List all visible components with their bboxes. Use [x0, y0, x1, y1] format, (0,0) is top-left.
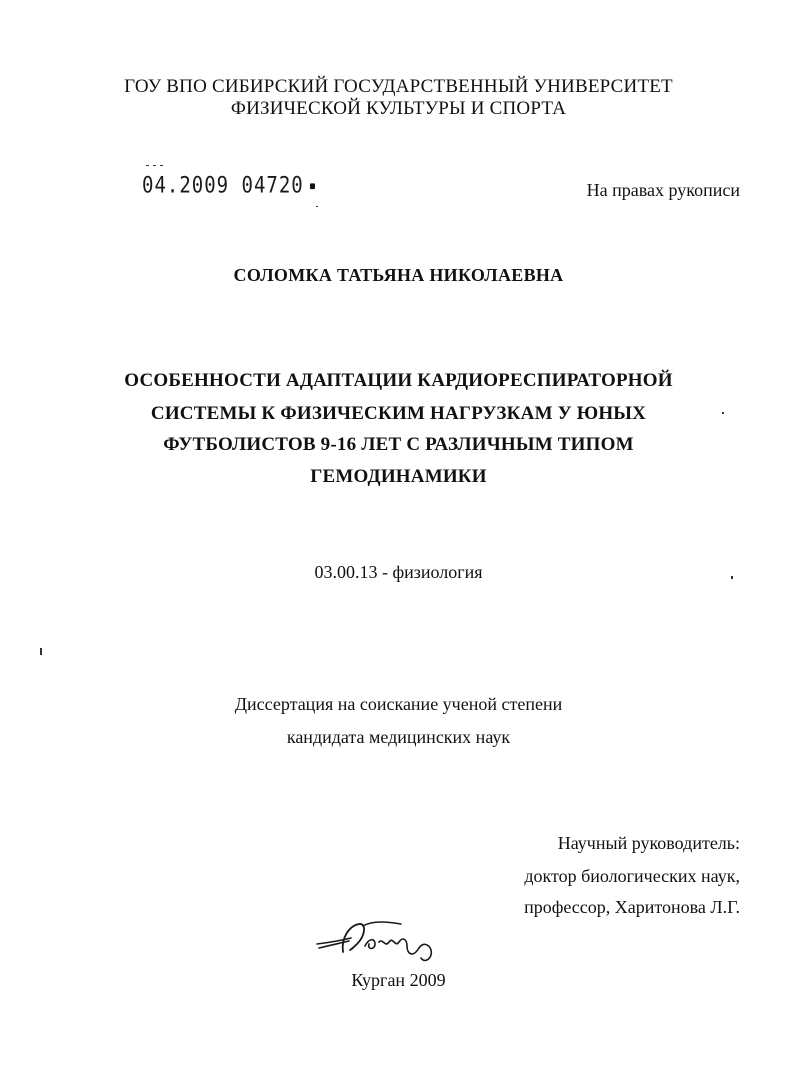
stamp-number: 04.2009 04720 [142, 173, 304, 199]
scan-speck [316, 206, 318, 207]
scan-speck [40, 648, 42, 655]
advisor-name: профессор, Харитонова Л.Г. [524, 897, 740, 917]
stamp-dot-icon [310, 183, 315, 189]
advisor-degree: доктор биологических наук, [524, 866, 740, 886]
title-line-2: СИСТЕМЫ К ФИЗИЧЕСКИМ НАГРУЗКАМ У ЮНЫХ [150, 403, 647, 424]
title-line-3: ФУТБОЛИСТОВ 9-16 ЛЕТ С РАЗЛИЧНЫМ ТИПОМ [163, 434, 634, 455]
title-line-4: ГЕМОДИНАМИКИ [310, 466, 487, 487]
institution-line-1: ГОУ ВПО СИБИРСКИЙ ГОСУДАРСТВЕННЫЙ УНИВЕРСИТЕТ [124, 76, 673, 97]
scan-speck [146, 165, 149, 166]
scan-speck [160, 165, 163, 166]
institution-line-2: ФИЗИЧЕСКОЙ КУЛЬТУРЫ И СПОРТА [230, 98, 567, 119]
city-year: Курган 2009 [351, 970, 446, 990]
rights-note: На правах рукописи [586, 180, 740, 200]
scan-speck [722, 412, 724, 414]
specialty-code: 03.00.13 - физиология [314, 562, 483, 582]
degree-line-1: Диссертация на соискание ученой степени [234, 694, 563, 714]
advisor-label: Научный руководитель: [557, 833, 740, 853]
author-name: СОЛОМКА ТАТЬЯНА НИКОЛАЕВНА [233, 265, 564, 285]
title-line-1: ОСОБЕННОСТИ АДАПТАЦИИ КАРДИОРЕСПИРАТОРНОЙ [124, 370, 673, 391]
scan-speck [731, 576, 733, 579]
scan-speck [153, 165, 156, 166]
handwritten-signature [313, 918, 453, 966]
registration-stamp [142, 173, 315, 198]
degree-line-2: кандидата медицинских наук [286, 727, 511, 747]
